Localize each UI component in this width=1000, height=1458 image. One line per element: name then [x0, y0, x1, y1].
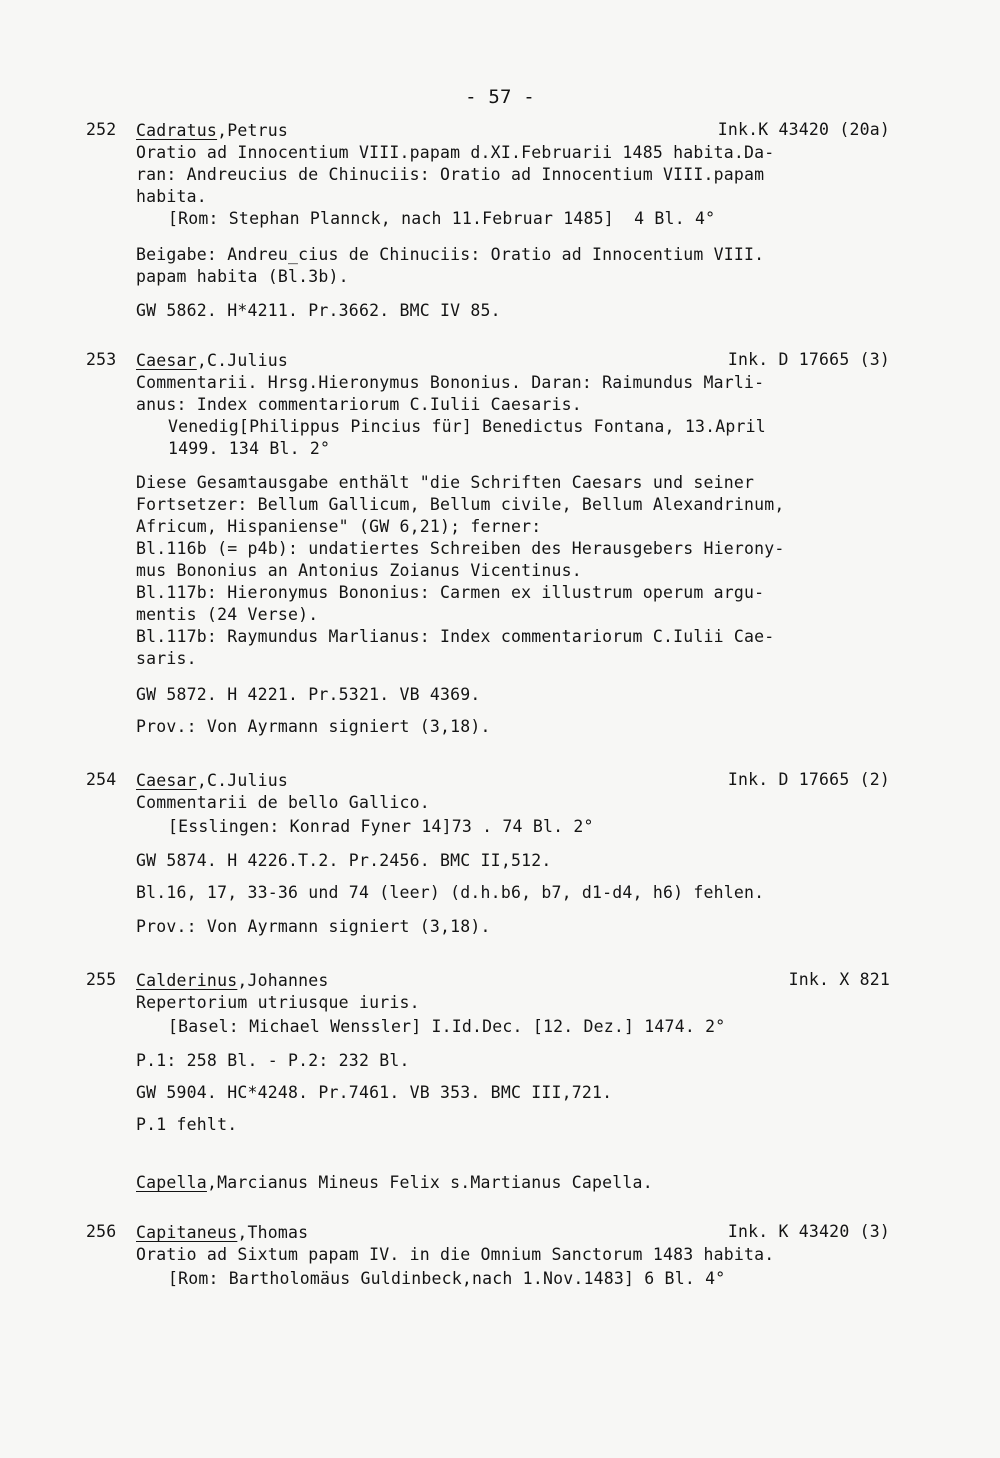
- heading-name: Calderinus: [136, 971, 238, 990]
- heading-rest: ,Johannes: [237, 971, 329, 990]
- entry-line: Beigabe: Andreu_cius de Chinuciis: Oratio ad Innocentium VIII.: [136, 245, 765, 264]
- entry-line: GW 5874. H 4226.T.2. Pr.2456. BMC II,512.: [136, 851, 552, 870]
- entry-heading: [136, 970, 329, 992]
- entry-line: Oratio ad Sixtum papam IV. in die Omnium Sanctorum 1483 habita.: [136, 1245, 775, 1264]
- entry-heading: [136, 350, 288, 372]
- entry-line: Oratio ad Innocentium VIII.papam d.XI.Februarii 1485 habita.Da-: [136, 143, 775, 162]
- entry-line: Bl.117b: Hieronymus Bononius: Carmen ex illustrum operum argu-: [136, 583, 765, 602]
- page-number: - 57 -: [465, 86, 535, 108]
- entry-line: habita.: [136, 187, 207, 206]
- entry-line: Africum, Hispaniense" (GW 6,21); ferner:: [136, 517, 542, 536]
- entry-heading: [136, 770, 288, 792]
- heading-name: Cadratus: [136, 121, 218, 140]
- entry-line: saris.: [136, 649, 197, 668]
- entry-line: mus Bononius an Antonius Zoianus Vicentinus.: [136, 561, 582, 580]
- entry-number: 256: [86, 1222, 117, 1241]
- entry-line: GW 5872. H 4221. Pr.5321. VB 4369.: [136, 685, 481, 704]
- entry-line: Commentarii. Hrsg.Hieronymus Bononius. Daran: Raimundus Marli-: [136, 373, 765, 392]
- heading-rest: ,Marcianus Mineus Felix s.Martianus Capella.: [206, 1173, 653, 1192]
- entry-line: [Rom: Bartholomäus Guldinbeck,nach 1.Nov.1483] 6 Bl. 4°: [168, 1269, 726, 1288]
- entry-line: [Rom: Stephan Plannck, nach 11.Februar 1485] 4 Bl. 4°: [168, 209, 716, 228]
- heading-rest: ,Petrus: [217, 121, 289, 140]
- entry-line: GW 5904. HC*4248. Pr.7461. VB 353. BMC III,721.: [136, 1083, 613, 1102]
- shelfmark: Ink. X 821: [788, 970, 890, 989]
- entry-line: Prov.: Von Ayrmann signiert (3,18).: [136, 717, 491, 736]
- heading-name: Caesar: [136, 351, 197, 370]
- heading-name: Capitaneus: [136, 1223, 238, 1242]
- entry-line: ran: Andreucius de Chinuciis: Oratio ad Innocentium VIII.papam: [136, 165, 765, 184]
- entry-heading: [136, 1172, 653, 1194]
- entry-line: mentis (24 Verse).: [136, 605, 319, 624]
- entry-line: Bl.116b (= p4b): undatiertes Schreiben des Herausgebers Hierony-: [136, 539, 785, 558]
- heading-rest: ,C.Julius: [196, 351, 289, 370]
- entry-number: 254: [86, 770, 117, 789]
- entry-line: Prov.: Von Ayrmann signiert (3,18).: [136, 917, 491, 936]
- shelfmark: Ink. D 17665 (2): [727, 770, 890, 789]
- entry-heading: [136, 120, 288, 142]
- heading-name: Capella: [136, 1173, 207, 1192]
- entry-line: anus: Index commentariorum C.Iulii Caesaris.: [136, 395, 582, 414]
- entry-line: 1499. 134 Bl. 2°: [168, 439, 331, 458]
- entry-heading: [136, 1222, 308, 1244]
- shelfmark: Ink. K 43420 (3): [727, 1222, 890, 1241]
- entry-line: Bl.16, 17, 33-36 und 74 (leer) (d.h.b6, b7, d1-d4, h6) fehlen.: [136, 883, 765, 902]
- heading-rest: ,Thomas: [237, 1223, 309, 1242]
- entry-line: Bl.117b: Raymundus Marlianus: Index commentariorum C.Iulii Cae-: [136, 627, 775, 646]
- entry-line: GW 5862. H*4211. Pr.3662. BMC IV 85.: [136, 301, 501, 320]
- shelfmark: Ink. D 17665 (3): [727, 350, 890, 369]
- entry-line: Repertorium utriusque iuris.: [136, 993, 420, 1012]
- entry-line: Commentarii de bello Gallico.: [136, 793, 430, 812]
- entry-line: P.1 fehlt.: [136, 1115, 238, 1134]
- shelfmark: Ink.K 43420 (20a): [717, 120, 890, 139]
- entry-line: Fortsetzer: Bellum Gallicum, Bellum civile, Bellum Alexandrinum,: [136, 495, 785, 514]
- entry-line: Diese Gesamtausgabe enthält "die Schriften Caesars und seiner: [136, 473, 755, 492]
- entry-line: papam habita (Bl.3b).: [136, 267, 349, 286]
- entry-line: [Esslingen: Konrad Fyner 14]73 . 74 Bl. 2°: [168, 817, 594, 836]
- heading-name: Caesar: [136, 771, 197, 790]
- entry-number: 252: [86, 120, 117, 139]
- entry-line: [Basel: Michael Wenssler] I.Id.Dec. [12. Dez.] 1474. 2°: [168, 1017, 726, 1036]
- heading-rest: ,C.Julius: [196, 771, 289, 790]
- entry-line: Venedig[Philippus Pincius für] Benedictus Fontana, 13.April: [168, 417, 766, 436]
- entry-number: 253: [86, 350, 117, 369]
- entry-number: 255: [86, 970, 117, 989]
- entry-line: P.1: 258 Bl. - P.2: 232 Bl.: [136, 1051, 410, 1070]
